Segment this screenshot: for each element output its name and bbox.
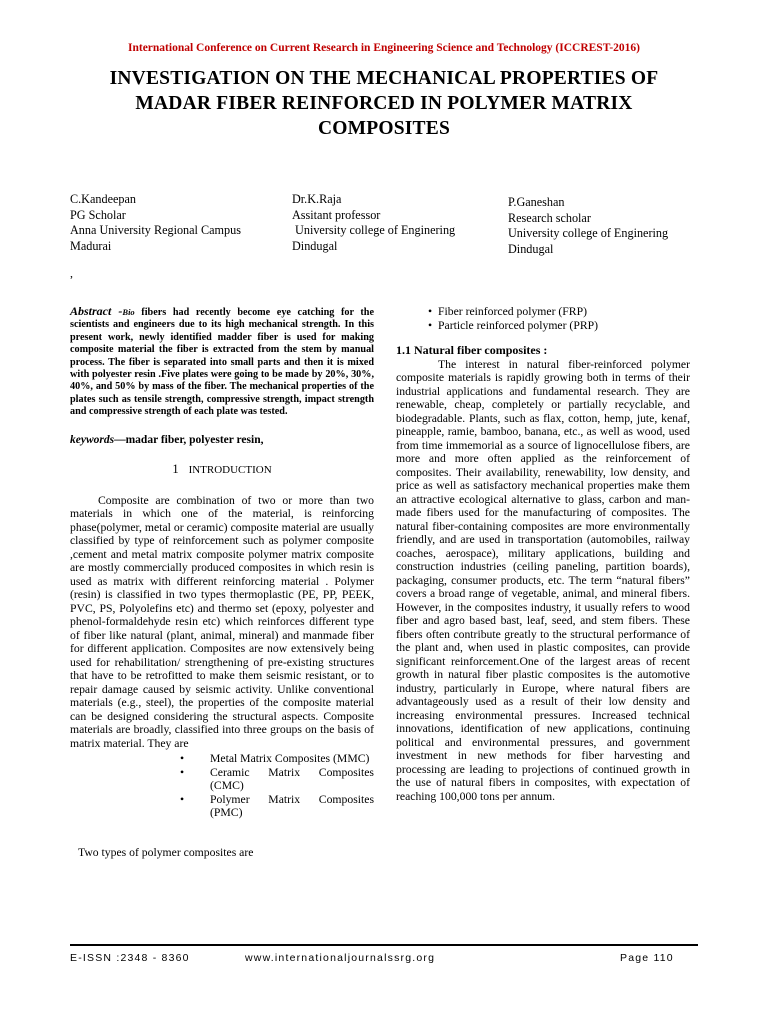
author-name: Dr.K.Raja — [292, 192, 342, 206]
abstract — [70, 305, 374, 419]
bullet: • — [180, 752, 185, 766]
polymer-types-list — [428, 305, 690, 332]
paper-title — [60, 66, 708, 141]
abstract-text: fibers had recently become eye catching for the scientists and engineers due to its high mechanical strength. In this present work, newly identified madder fiber is used for making composite material the fiber is extracted from the stem by manual process. The fiber is separated into small parts and then it is mixed with polyester resin .Five plates were going to be made by 20%, 30%, 40%, and 50% by mass of the fiber. The mechanical properties of the plates such as tensile strength, compressive strength, impact strength and compressive strength of each plate was tested. — [70, 307, 374, 418]
list-item — [180, 766, 374, 793]
section-heading-natural-fiber: 1.1 Natural fiber composites : — [396, 343, 548, 357]
keywords-label: keywords — [70, 433, 115, 446]
list-item-text: Particle reinforced polymer (PRP) — [438, 318, 599, 332]
list-item-word: Matrix — [268, 792, 301, 806]
keywords — [70, 434, 374, 448]
bullet: • — [428, 305, 433, 318]
section-title: INTRODUCTION — [188, 464, 272, 477]
list-item-text: Fiber reinforced polymer (FRP) — [438, 305, 587, 318]
author-name: P.Ganeshan — [508, 195, 565, 209]
footer-divider — [70, 944, 698, 946]
title-line: INVESTIGATION ON THE MECHANICAL PROPERTIES OF — [109, 68, 659, 89]
author-role: PG Scholar — [70, 207, 126, 222]
section-number: 1 — [172, 462, 179, 477]
list-item-word: Composites — [318, 765, 374, 779]
list-item — [428, 305, 690, 319]
bullet: • — [428, 318, 433, 332]
section-heading-introduction — [70, 463, 374, 478]
introduction-paragraph: Composite are combination of two or more than two materials in which one of the material, is reinforcing phase(polymer, metal or ceramic) composite material are usually classified by type of reinforcement such as polymer composite ,cement and metal matrix composite polymer matrix composite are mostly commercially produced composites in which resin is used as matrix with different reinforcing material . Polymer (resin) is classified in two types thermoplastic (PE, PP, PEEK, PVC, PS, Polyolefins etc) and thermo set (epoxy, polyester and phenol-formaldehyde resin etc) which reinforces different type of fiber like natural (plant, animal, mineral) and manmade fiber for different application. Composites are now extensively being used for rehabilitation/ strengthening of pre-existing structures that have to be retrofitted to make them seismic resistant, or to repair damage caused by seismic activity. Unlike conventional materials (e.g., steel), the properties of the composite material can be designed considering the structural aspects. Composite materials are broadly, classified into three groups on the basis of matrix material. They are — [70, 493, 374, 750]
author-role: Research scholar — [508, 210, 591, 225]
author-role: Assitant professor — [292, 207, 381, 222]
author-affiliation: Anna University Regional Campus — [70, 223, 241, 237]
stray-comma: , — [70, 266, 73, 280]
author-block-1 — [70, 192, 241, 254]
bullet: • — [180, 792, 185, 806]
list-item-line2: (PMC) — [210, 806, 243, 820]
author-location: Dindugal — [508, 241, 554, 256]
bullet: • — [180, 765, 185, 779]
natural-fiber-paragraph: The interest in natural fiber-reinforced polymer composite materials is rapidly growing both in terms of their industrial applications and fundamental research. They are renewable, cheap, completely or partially recyclable, and biodegradable. Plants, such as flax, cotton, hemp, jute, kenaf, pineapple, ramie, bamboo, banana, etc., as well as wood, used from time immemorial as a source of lignocellulose fibers, are more and more often applied as the reinforcement of composites. Their availability, renewability, low density, and price as well as satisfactory mechanical properties make them an attractive ecological alternative to glass, carbon and man-made fibers used for the manufacturing of composites. The natural fiber-containing composites are more environmentally friendly, and are used in transportation (automobiles, railway coaches, aerospace), military applications, building and construction industries (ceiling paneling, partition boards), packaging, consumer products, etc. The term “natural fibers” covers a broad range of vegetable, animal, and mineral fibers. However, in the composites industry, it usually refers to wood fiber and agro based bast, leaf, seed, and stem fibers. These fibers often contribute greatly to the structural performance of the plant and, when used in plastic composites, can provide significant reinforcement.One of the largest areas of recent growth in natural fiber plastic composites is the automotive industry, particularly in Europe, where natural fibers are advantageously used as a result of their low density and increasing environmental pressures. Increased technical innovations, identification of new applications, continuing political and environmental pressures, and government investment in new methods for fiber harvesting and processing are leading to projections of continued growth in the use of natural fibers in composites, with expectation of reaching 100,000 tons per annum. — [396, 357, 690, 803]
author-block-2 — [292, 192, 455, 254]
abstract-bio: Bio — [122, 307, 135, 317]
footer-issn: E-ISSN :2348 - 8360 — [70, 952, 190, 964]
title-line: COMPOSITES — [317, 118, 451, 139]
list-item-word: Polymer — [210, 792, 250, 806]
list-item — [180, 793, 374, 820]
footer-page-number: Page 110 — [620, 952, 674, 964]
keywords-text: —madar fiber, polyester resin, — [114, 433, 264, 446]
conference-header: International Conference on Current Research in Engineering Science and Technology (ICCREST-2016) — [128, 42, 640, 54]
polymer-composites-intro: Two types of polymer composites are — [78, 845, 254, 859]
author-affiliation: University college of Enginering — [508, 226, 669, 240]
author-location: Dindugal — [292, 238, 338, 253]
list-item-line — [210, 793, 374, 807]
right-column — [396, 305, 690, 803]
author-name: C.Kandeepan — [70, 192, 136, 206]
list-item-line2: (CMC) — [210, 779, 244, 793]
list-item-word: Ceramic — [210, 765, 250, 779]
footer-website: www.internationaljournalssrg.org — [245, 952, 436, 964]
left-column — [70, 305, 374, 859]
author-block-3 — [508, 195, 668, 257]
list-item-word: Metal Matrix Composites (MMC) — [210, 752, 370, 766]
author-location: Madurai — [70, 238, 112, 253]
list-item-line — [210, 766, 374, 780]
matrix-composites-list — [180, 752, 374, 820]
list-item-word: Composites — [318, 792, 374, 806]
list-item — [428, 319, 690, 333]
title-line: MADAR FIBER REINFORCED IN POLYMER MATRIX — [135, 93, 633, 114]
abstract-label: Abstract - — [70, 304, 123, 318]
list-item-word: Matrix — [268, 765, 301, 779]
list-item-line — [210, 752, 374, 766]
list-item — [180, 752, 374, 766]
author-affiliation: University college of Enginering — [292, 223, 456, 237]
